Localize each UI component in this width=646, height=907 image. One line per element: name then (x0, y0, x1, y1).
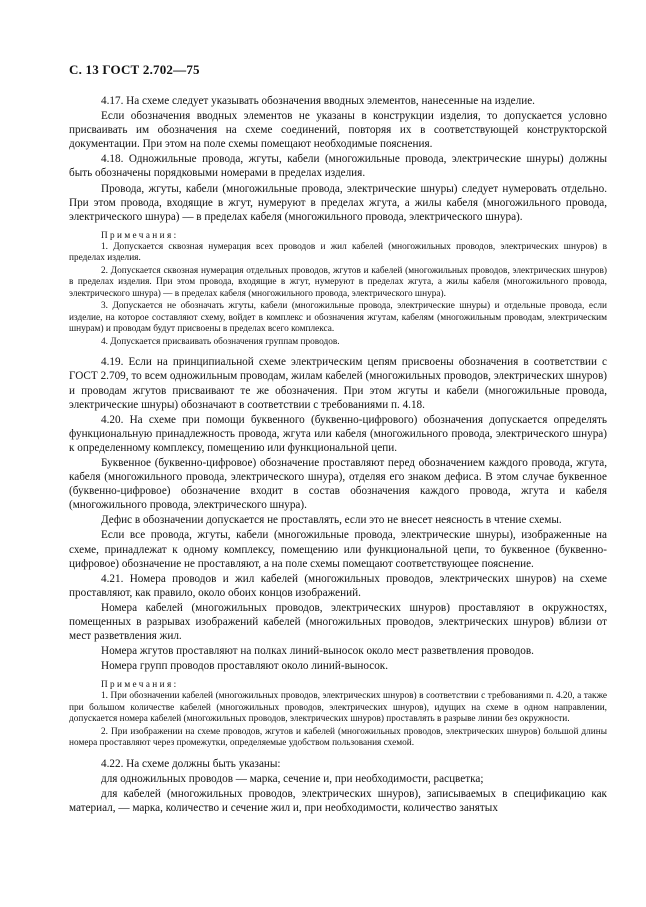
paragraph: для одножильных проводов — марка, сечение и, при необходимости, расцветка; (101, 773, 484, 785)
paragraph: 4.19. Если на принципиальной схеме электрическим цепям присвоены обозначения в соответствии с ГОСТ 2.709, то всем одножильным проводам, жилам кабелей (многожильных проводов, электрических шнуров) и проводам жгутов присваивают те же обозначения. При этом жгуты и кабели (многожильные провода, электрические шнуры) обозначают в соответствии с требованиями п. 4.18. (69, 356, 607, 411)
notes-heading: Примечания: (101, 679, 179, 690)
note-item: 1. При обозначении кабелей (многожильных проводов, электрических шнуров) в соответствии с требованиями п. 4.20, а также при большом количестве кабелей (многожильных проводов, электрических шнуров), идущих на схеме в одном направлении, допускается номера кабелей (многожильных проводов, электрических шнуров) проставлять в разрыве линии без окружности. (69, 691, 607, 725)
paragraph: Номера групп проводов проставляют около линий-выносок. (101, 660, 389, 673)
paragraph: 4.17. На схеме следует указывать обозначения вводных элементов, нанесенные на изделие. (101, 95, 535, 107)
paragraph: 4.20. На схеме при помощи буквенного (буквенно-цифрового) обозначения допускается определять функциональную принадлежность провода, жгута или кабеля (многожильного провода, электрического шнура) к определенному комплексу, помещению или функциональной цепи. (69, 413, 607, 454)
note-item: 2. Допускается сквозная нумерация отдельных проводов, жгутов и кабелей (многожильных проводов, электрических шнуров) в пределах изделия. При этом провода, входящие в жгут, нумеруют в пределах жгута, а жилы кабеля (многожильного провода, электрического шнура) — в пределах кабеля (многожильного провода, электрического шнура). (69, 265, 607, 299)
paragraph: для кабелей (многожильных проводов, электрических шнуров), записываемых в спецификацию как материал, — марка, количество и сечение жил и, при необходимости, количество занятых (69, 788, 607, 815)
paragraph: Если обозначения вводных элементов не указаны в конструкции изделия, то допускается условно присваивать им обозначения на схеме соединений, повторяя их в соответствующей конструкторской документации. При этом на поле схемы помещают необходимые пояснения. (69, 110, 607, 151)
paragraph: 4.21. Номера проводов и жил кабелей (многожильных проводов, электрических шнуров) на схеме проставляют, как правило, около обоих концов изображений. (69, 572, 607, 599)
paragraph: Номера кабелей (многожильных проводов, электрических шнуров) проставляют в окружностях, помещенных в разрывах изображений кабелей (многожильных проводов, электрических шнуров) вблизи от мест разветвления жил. (69, 601, 607, 643)
page-header: С. 13 ГОСТ 2.702—75 (69, 62, 200, 77)
paragraph: Буквенное (буквенно-цифровое) обозначение проставляют перед обозначением каждого провода, жгута, кабеля (многожильного провода, электрического шнура), отделяя его знаком дефиса. В этом случае буквенное (буквенно-цифровое) обозначение входит в состав обозначения каждого провода, жгута и кабеля (многожильного провода, электрического шнура). (69, 457, 607, 512)
paragraph: Номера жгутов проставляют на полках линий-выносок около мест разветвления проводов. (101, 645, 534, 658)
paragraph: Дефис в обозначении допускается не проставлять, если это не внесет неясность в чтение схемы. (101, 514, 562, 527)
note-item: 2. При изображении на схеме проводов, жгутов и кабелей (многожильных проводов, электрических шнуров) большой длины номера проставляют через промежутки, определяемые удобством пользования схемой. (69, 726, 607, 749)
note-item: 1. Допускается сквозная нумерация всех проводов и жил кабелей (многожильных проводов, электрических шнуров) в пределах изделия. (69, 241, 607, 264)
document-body (69, 94, 607, 816)
note-item: 4. Допускается присваивать обозначения группам проводов. (101, 336, 340, 347)
note-item: 3. Допускается не обозначать жгуты, кабели (многожильные провода, электрические шнуры) и отдельные провода, если изделие, на которое составляют схему, войдет в комплекс и обозначения жгутам, кабелям (многожильным проводам, электрическим шнурам) и проводам будут присвоены в пределах всего комплекса. (69, 301, 607, 335)
paragraph: 4.22. На схеме должны быть указаны: (101, 757, 281, 770)
paragraph: 4.18. Одножильные провода, жгуты, кабели (многожильные провода, электрические шнуры) должны быть обозначены порядковыми номерами в пределах изделия. (69, 153, 607, 180)
paragraph: Если все провода, жгуты, кабели (многожильные провода, электрические шнуры), изображенные на схеме, принадлежат к одному комплексу, помещению или функциональной цепи, то буквенное (буквенно-цифровое) обозначение не проставляют, а на поле схемы помещают соответствующее пояснение. (69, 529, 607, 570)
notes-heading: Примечания: (101, 229, 179, 240)
paragraph: Провода, жгуты, кабели (многожильные провода, электрические шнуры) следует нумеровать отдельно. При этом провода, входящие в жгут, нумеруют в пределах жгута, а жилы кабеля (многожильного провода, электрического шнура) — в пределах кабеля (многожильного провода, электрического шнура). (69, 182, 607, 223)
